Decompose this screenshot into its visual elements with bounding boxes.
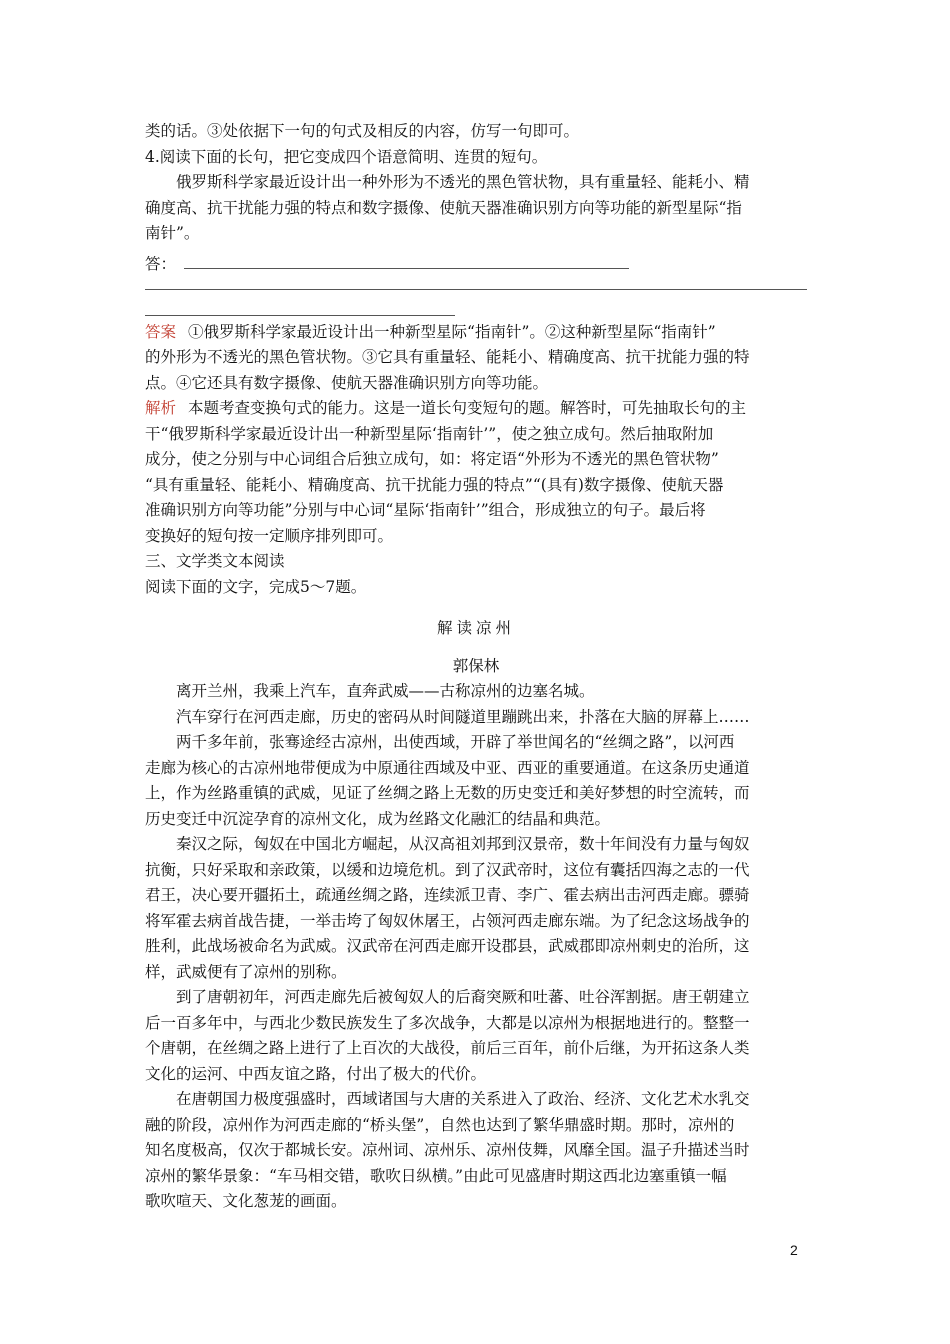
- paragraph-line: 汽车穿行在河西走廊，历史的密码从时间隧道里蹦跳出来，扑落在大脑的屏幕上……: [176, 707, 750, 726]
- analysis-line: 变换好的短句按一定顺序排列即可。: [145, 526, 394, 545]
- answer-blank-line: [145, 314, 455, 316]
- analysis-line: 成分，使之分别与中心词组合后独立成句，如：将定语“外形为不透光的黑色管状物”: [145, 450, 719, 468]
- analysis-line: “具有重量轻、能耗小、精确度高、抗干扰能力强的特点”“(具有)数字摄像、使航天器: [145, 475, 724, 494]
- question-text-line: 俄罗斯科学家最近设计出一种外形为不透光的黑色管状物，具有重量轻、能耗小、精: [176, 173, 750, 191]
- section-heading: 三、文学类文本阅读: [145, 552, 285, 570]
- paragraph-line: 凉州的繁华景象：“车马相交错，歌吹日纵横。”由此可见盛唐时期这西北边塞重镇一幅: [145, 1166, 727, 1185]
- paragraph-line: 抗衡，只好采取和亲政策，以缓和边境危机。到了汉武帝时，这位有囊括四海之志的一代: [145, 860, 750, 879]
- paragraph-line: 君王，决心要开疆拓土，疏通丝绸之路，连续派卫青、李广、霍去病出击河西走廊。骠骑: [145, 886, 750, 904]
- analysis-line: 准确识别方向等功能”分别与中心词“星际‘指南针’”组合，形成独立的句子。最后将: [145, 501, 706, 519]
- question-prompt: 4.阅读下面的长句，把它变成四个语意简明、连贯的短句。: [145, 147, 548, 166]
- analysis-line: [145, 396, 807, 422]
- paragraph-line: 将军霍去病首战告捷，一举击垮了匈奴休屠王，占领河西走廊东端。为了纪念这场战争的: [145, 911, 750, 930]
- answer-field[interactable]: [145, 247, 807, 274]
- paragraph-line: 文化的运河、中西友谊之路，付出了极大的代价。: [145, 1064, 487, 1083]
- answer-blank-line: [184, 267, 629, 269]
- article-author: 郭保林: [452, 656, 500, 675]
- paragraph-line: 两千多年前，张骞途经古凉州，出使西域，开辟了举世闻名的“丝绸之路”，以河西: [176, 733, 735, 751]
- answer-line: 点。④它还具有数字摄像、使航天器准确识别方向等功能。: [145, 373, 549, 392]
- question-text-line: 确度高、抗干扰能力强的特点和数字摄像、使航天器准确识别方向等功能的新型星际“指: [145, 198, 742, 217]
- paragraph-line: 走廊为核心的古凉州地带便成为中原通往西域及中亚、西亚的重要通道。在这条历史通道: [145, 758, 750, 777]
- paragraph-line: 歌吹喧天、文化葱茏的画面。: [145, 1192, 347, 1210]
- answer-line: 的外形为不透光的黑色管状物。③它具有重量轻、能耗小、精确度高、抗干扰能力强的特: [145, 348, 750, 366]
- section-instruction: 阅读下面的文字，完成5～7题。: [145, 577, 367, 596]
- paragraph-line: 秦汉之际，匈奴在中国北方崛起，从汉高祖刘邦到汉景帝，数十年间没有力量与匈奴: [176, 835, 750, 853]
- paragraph-line: 历史变迁中沉淀孕育的凉州文化，成为丝路文化融汇的结晶和典范。: [145, 809, 611, 828]
- paragraph-line: 在唐朝国力极度强盛时，西域诸国与大唐的关系进入了政治、经济、文化艺术水乳交: [176, 1090, 750, 1108]
- analysis-tag: 解析: [145, 399, 177, 417]
- analysis-line: 干“俄罗斯科学家最近设计出一种新型星际‘指南针’”，使之独立成句。然后抽取附加: [145, 424, 714, 443]
- answer-blank-line: [145, 288, 807, 290]
- answer-tag: 答案: [145, 322, 177, 341]
- paragraph-line: 胜利，此战场被命名为武威。汉武帝在河西走廊开设郡县，武威郡即凉州刺史的治所，这: [145, 937, 750, 955]
- paragraph-line: 到了唐朝初年，河西走廊先后被匈奴人的后裔突厥和吐蕃、吐谷浑割据。唐王朝建立: [176, 988, 750, 1006]
- answer-text: ①俄罗斯科学家最近设计出一种新型星际“指南针”。②这种新型星际“指南针”: [188, 322, 716, 341]
- paragraph-line: 个唐朝，在丝绸之路上进行了上百次的大战役，前后三百年，前仆后继，为开拓这条人类: [145, 1039, 750, 1057]
- article-title: 解读凉州: [436, 619, 515, 637]
- paragraph-line: 样，武威便有了凉州的别称。: [145, 962, 347, 981]
- page-content: [145, 119, 807, 1215]
- analysis-text: 本题考查变换句式的能力。这是一道长句变短句的题。解答时，可先抽取长句的主: [188, 399, 747, 417]
- paragraph-line: 融的阶段，凉州作为河西走廊的“桥头堡”，自然也达到了繁华鼎盛时期。那时，凉州的: [145, 1115, 735, 1134]
- intro-line: 类的话。③处依据下一句的句式及相反的内容，仿写一句即可。: [145, 122, 580, 140]
- answer-label: 答：: [145, 254, 177, 273]
- paragraph-line: 知名度极高，仅次于都城长安。凉州词、凉州乐、凉州伎舞，风靡全国。温子升描述当时: [145, 1141, 750, 1159]
- question-text-line: 南针”。: [145, 224, 200, 242]
- paragraph-line: 离开兰州，我乘上汽车，直奔武威——古称凉州的边塞名城。: [176, 682, 595, 700]
- paragraph-line: 后一百多年中，与西北少数民族发生了多次战争，大都是以凉州为根据地进行的。整整一: [145, 1013, 750, 1032]
- page-number: 2: [790, 1242, 798, 1258]
- answer-line: [145, 320, 807, 346]
- paragraph-line: 上，作为丝路重镇的武威，见证了丝绸之路上无数的历史变迁和美好梦想的时空流转，而: [145, 784, 750, 802]
